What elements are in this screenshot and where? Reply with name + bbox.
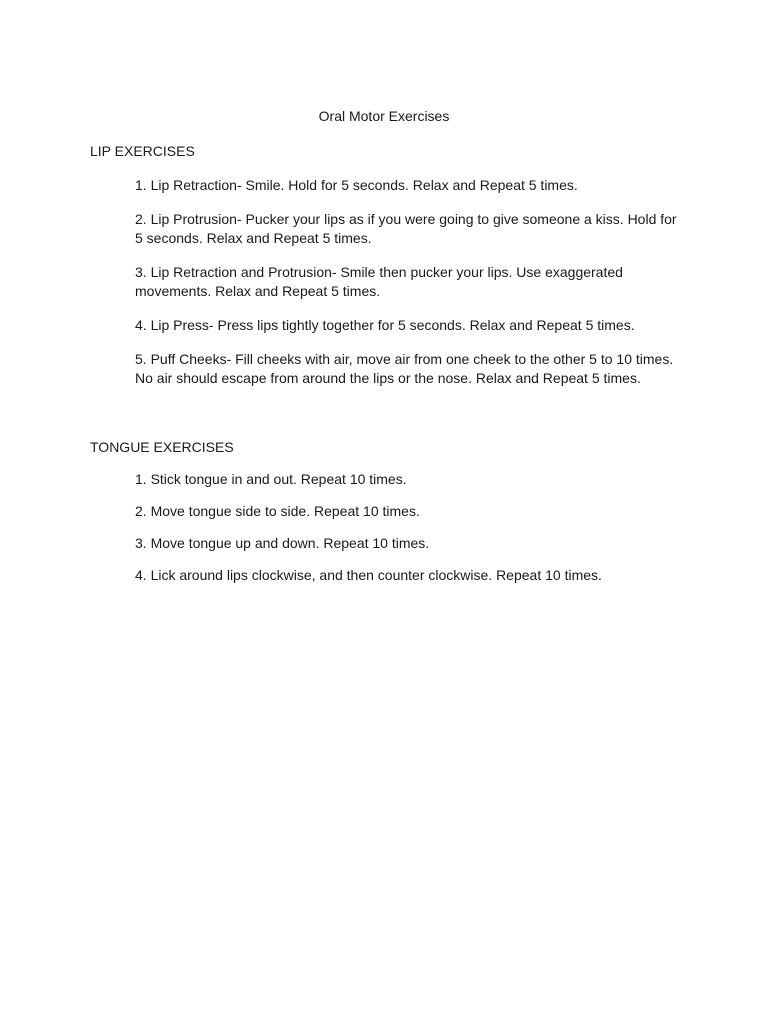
- document-title: Oral Motor Exercises: [318, 108, 450, 124]
- lip-exercise-item: 1. Lip Retraction- Smile. Hold for 5 seconds. Relax and Repeat 5 times.: [135, 177, 578, 193]
- lip-exercise-item: 2. Lip Protrusion- Pucker your lips as if you were going to give someone a kiss. Hold for 5 seconds. Relax and Repeat 5 times.: [135, 211, 677, 246]
- tongue-exercises-heading: TONGUE EXERCISES: [90, 439, 234, 455]
- tongue-exercise-item: 4. Lick around lips clockwise, and then counter clockwise. Repeat 10 times.: [135, 567, 602, 583]
- tongue-exercise-item: 3. Move tongue up and down. Repeat 10 times.: [135, 535, 430, 551]
- tongue-exercises-list: [135, 470, 680, 598]
- lip-exercise-item: 4. Lip Press- Press lips tightly together for 5 seconds. Relax and Repeat 5 times.: [135, 317, 635, 333]
- tongue-exercise-item: 1. Stick tongue in and out. Repeat 10 times.: [135, 471, 407, 487]
- lip-exercises-heading: LIP EXERCISES: [90, 143, 195, 159]
- tongue-exercise-item: 2. Move tongue side to side. Repeat 10 times.: [135, 503, 420, 519]
- lip-exercises-list: [135, 176, 680, 403]
- lip-exercise-item: 5. Puff Cheeks- Fill cheeks with air, move air from one cheek to the other 5 to 10 times. No air should escape from around the lips or the nose. Relax and Repeat 5 times.: [135, 351, 674, 386]
- lip-exercise-item: 3. Lip Retraction and Protrusion- Smile then pucker your lips. Use exaggerated movements. Relax and Repeat 5 times.: [135, 264, 623, 299]
